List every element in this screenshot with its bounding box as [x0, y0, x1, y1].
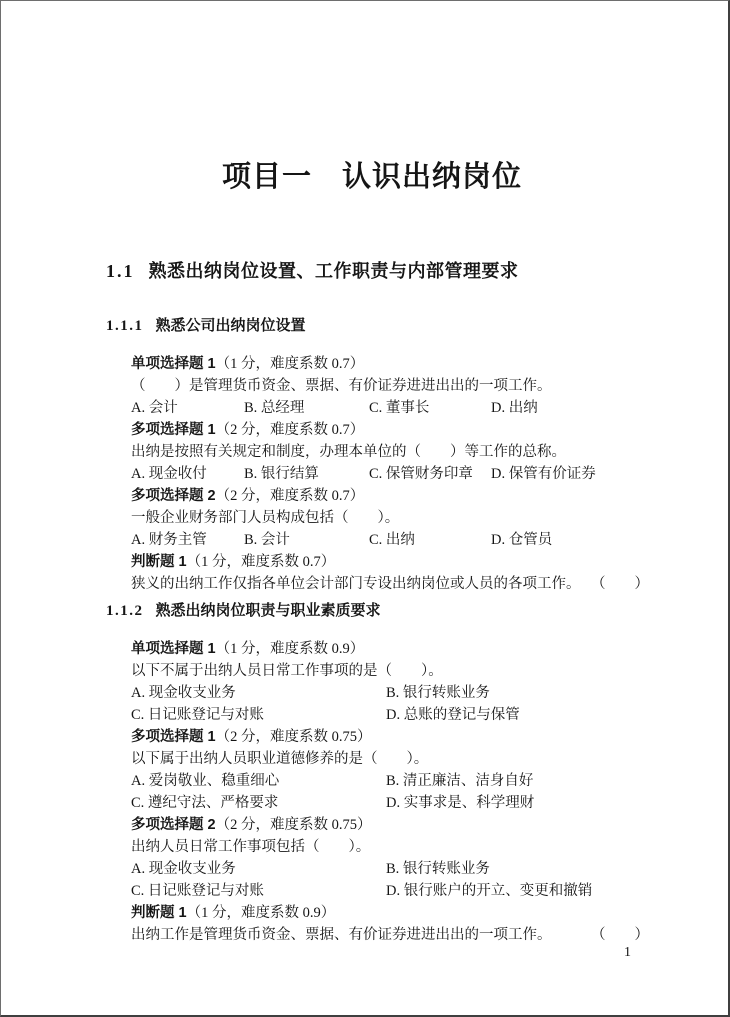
- question-block: [106, 902, 649, 946]
- option-d: D. 仓管员: [491, 532, 553, 548]
- option-b: B. 银行转账业务: [386, 861, 490, 877]
- subsection-number: 1.1.2: [106, 603, 144, 619]
- option-a: A. 现金收支业务: [131, 861, 236, 877]
- question-header: [106, 419, 638, 441]
- question-type-label: 判断题 1: [131, 554, 187, 570]
- option-c: C. 出纳: [369, 532, 415, 548]
- question-header: [106, 353, 638, 375]
- question-block: [106, 814, 638, 902]
- question-block: [106, 485, 638, 551]
- question-type-label: 单项选择题 1: [131, 356, 216, 372]
- section-title: 熟悉出纳岗位设置、工作职责与内部管理要求: [148, 261, 519, 281]
- question-type-label: 多项选择题 2: [131, 488, 216, 504]
- question-options-row: [106, 880, 638, 902]
- option-d: D. 保管有价证券: [491, 466, 596, 482]
- chapter-title: 项目一 认识出纳岗位: [221, 161, 522, 193]
- subsection-heading-1: [106, 316, 638, 336]
- question-header: [106, 902, 638, 924]
- question-meta: （2 分，难度系数 0.7）: [215, 422, 365, 438]
- question-stem: 一般企业财务部门人员构成包括（ ）。: [131, 510, 400, 526]
- question-stem: 出纳工作是管理货币资金、票据、有价证券进进出出的一项工作。: [131, 927, 552, 943]
- question-stem: 以下属于出纳人员职业道德修养的是（ ）。: [131, 751, 429, 767]
- question-header: [106, 814, 638, 836]
- option-a: A. 财务主管: [131, 532, 207, 548]
- subsection-heading-2: [106, 601, 638, 621]
- option-d: D. 总账的登记与保管: [386, 707, 520, 723]
- page-number: 1: [624, 945, 631, 960]
- question-type-label: 多项选择题 1: [131, 729, 216, 745]
- judgment-line: [106, 573, 649, 595]
- question-options-row: [106, 792, 638, 814]
- judgment-line: [106, 924, 649, 946]
- question-stem: 出纳人员日常工作事项包括（ ）。: [131, 839, 371, 855]
- option-a: A. 会计: [131, 400, 178, 416]
- question-type-label: 判断题 1: [131, 905, 187, 921]
- question-meta: （1 分，难度系数 0.9）: [186, 905, 336, 921]
- question-meta: （1 分，难度系数 0.9）: [215, 641, 365, 657]
- question-block: [106, 353, 638, 419]
- question-block: [106, 551, 649, 595]
- question-header: [106, 551, 638, 573]
- option-b: B. 银行结算: [244, 466, 319, 482]
- question-meta: （1 分，难度系数 0.7）: [215, 356, 365, 372]
- question-stem: 出纳是按照有关规定和制度，办理本单位的（ ）等工作的总称。: [131, 444, 566, 460]
- answer-blank: （ ）: [591, 576, 649, 592]
- question-list-1: [106, 353, 649, 595]
- question-block: [106, 419, 638, 485]
- question-header: [106, 638, 638, 660]
- option-d: D. 银行账户的开立、变更和撤销: [386, 883, 593, 899]
- question-options-row: [106, 682, 638, 704]
- option-b: B. 清正廉洁、洁身自好: [386, 773, 534, 789]
- question-options: [106, 463, 638, 485]
- option-c: C. 遵纪守法、严格要求: [131, 795, 279, 811]
- option-b: B. 会计: [244, 532, 290, 548]
- question-options-row: [106, 770, 638, 792]
- subsection-title: 熟悉公司出纳岗位设置: [155, 317, 306, 334]
- question-stem: 狭义的出纳工作仅指各单位会计部门专设出纳岗位或人员的各项工作。: [131, 576, 581, 592]
- question-header: [106, 726, 638, 748]
- subsection-number: 1.1.1: [106, 318, 144, 334]
- option-a: A. 现金收支业务: [131, 685, 236, 701]
- section-number: 1.1: [106, 261, 135, 281]
- question-options: [106, 397, 638, 419]
- question-meta: （2 分，难度系数 0.75）: [215, 729, 372, 745]
- question-options: [106, 529, 638, 551]
- question-meta: （2 分，难度系数 0.75）: [215, 817, 372, 833]
- question-type-label: 多项选择题 2: [131, 817, 216, 833]
- question-block: [106, 638, 638, 726]
- option-a: A. 现金收付: [131, 466, 207, 482]
- question-options-row: [106, 704, 638, 726]
- option-c: C. 日记账登记与对账: [131, 883, 264, 899]
- answer-blank: （ ）: [591, 927, 649, 943]
- question-header: [106, 485, 638, 507]
- question-block: [106, 726, 638, 814]
- question-meta: （2 分，难度系数 0.7）: [215, 488, 365, 504]
- question-options-row: [106, 858, 638, 880]
- section-heading: [106, 259, 638, 283]
- question-type-label: 单项选择题 1: [131, 641, 216, 657]
- question-stem: 以下不属于出纳人员日常工作事项的是（ ）。: [131, 663, 443, 679]
- option-a: A. 爱岗敬业、稳重细心: [131, 773, 280, 789]
- question-meta: （1 分，难度系数 0.7）: [186, 554, 336, 570]
- option-b: B. 银行转账业务: [386, 685, 490, 701]
- question-list-2: [106, 638, 649, 946]
- option-b: B. 总经理: [244, 400, 305, 416]
- subsection-title: 熟悉出纳岗位职责与职业素质要求: [155, 602, 381, 619]
- question-type-label: 多项选择题 1: [131, 422, 216, 438]
- option-c: C. 保管财务印章: [369, 466, 473, 482]
- option-d: D. 出纳: [491, 400, 538, 416]
- option-c: C. 日记账登记与对账: [131, 707, 264, 723]
- option-d: D. 实事求是、科学理财: [386, 795, 535, 811]
- question-stem: （ ）是管理货币资金、票据、有价证券进进出出的一项工作。: [131, 378, 552, 394]
- option-c: C. 董事长: [369, 400, 430, 416]
